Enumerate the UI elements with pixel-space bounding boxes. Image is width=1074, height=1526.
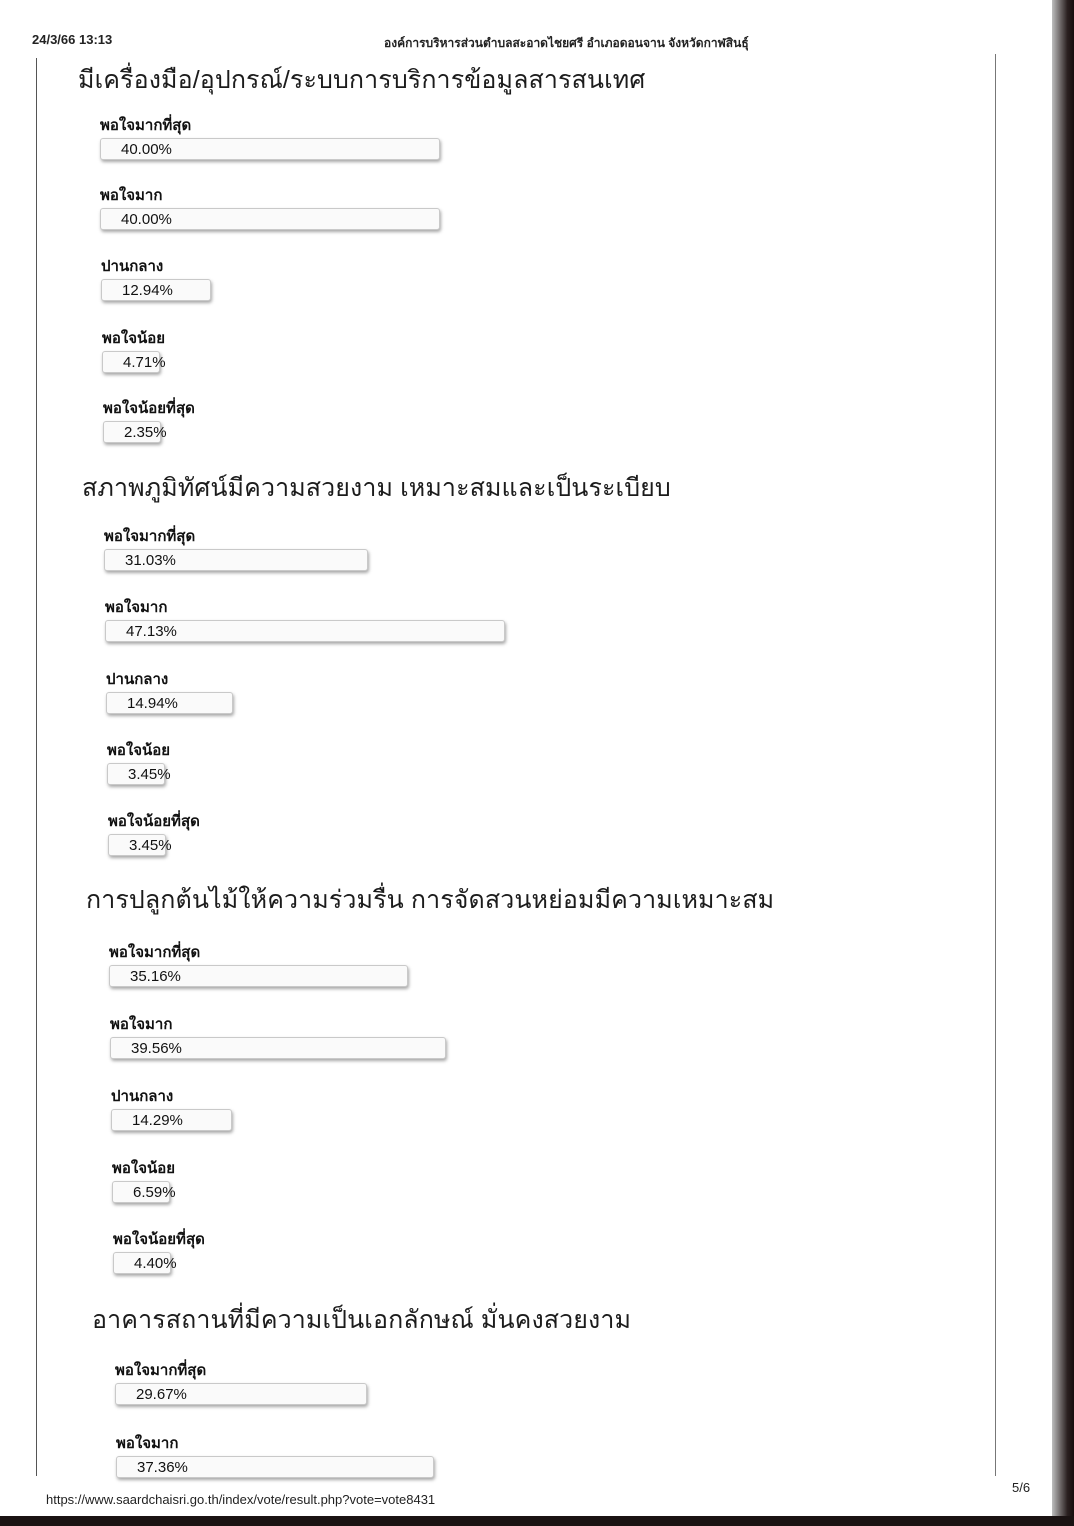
vote-option	[116, 1433, 516, 1478]
vote-option	[107, 740, 507, 785]
percent-value: 14.94%	[127, 695, 178, 712]
vote-option	[105, 597, 505, 642]
result-bar	[105, 620, 505, 642]
result-bar	[106, 692, 233, 714]
option-label: พอใจมาก	[100, 187, 163, 204]
option-label: พอใจมากที่สุด	[100, 117, 192, 134]
vote-option	[109, 942, 509, 987]
percent-value: 40.00%	[121, 141, 172, 158]
percent-value: 3.45%	[128, 766, 171, 783]
option-label: พอใจน้อย	[112, 1160, 176, 1177]
bottom-edge-shadow	[0, 1516, 1074, 1526]
result-bar	[109, 965, 408, 987]
page-url: https://www.saardchaisri.go.th/index/vote/result.php?vote=vote8431	[46, 1492, 436, 1507]
vote-option	[100, 185, 500, 230]
question-title: อาคารสถานที่มีความเป็นเอกลักษณ์ มั่นคงสวยงาม	[92, 1306, 632, 1334]
content-border-left	[36, 58, 37, 1476]
vote-option	[102, 328, 502, 373]
result-bar	[113, 1252, 177, 1274]
option-label: พอใจน้อยที่สุด	[108, 813, 200, 830]
content-border-right	[995, 54, 996, 1476]
vote-question-2	[82, 468, 671, 508]
vote-option	[111, 1086, 511, 1131]
option-label: ปานกลาง	[101, 258, 164, 275]
result-bar	[100, 208, 440, 230]
result-bar	[108, 834, 172, 856]
vote-option	[108, 811, 508, 856]
percent-value: 40.00%	[121, 211, 172, 228]
option-label: พอใจมากที่สุด	[115, 1362, 207, 1379]
vote-option	[113, 1229, 513, 1274]
percent-value: 12.94%	[122, 282, 173, 299]
vote-question-3	[86, 880, 774, 920]
percent-value: 37.36%	[137, 1459, 188, 1476]
question-title: มีเครื่องมือ/อุปกรณ์/ระบบการบริการข้อมูลสารสนเทศ	[78, 66, 646, 94]
site-title: องค์การบริหารส่วนตำบลสะอาดไชยศรี อำเภอดอนจาน จังหวัดกาฬสินธุ์	[384, 36, 749, 50]
vote-option	[115, 1360, 515, 1405]
percent-value: 39.56%	[131, 1040, 182, 1057]
option-label: พอใจน้อยที่สุด	[113, 1231, 205, 1248]
result-bar	[101, 279, 211, 301]
percent-value: 14.29%	[132, 1112, 183, 1129]
vote-question-4	[92, 1300, 631, 1340]
result-bar	[102, 351, 166, 373]
result-bar	[103, 421, 167, 443]
vote-option	[104, 526, 504, 571]
vote-option	[101, 256, 501, 301]
result-bar	[100, 138, 440, 160]
option-label: ปานกลาง	[106, 671, 169, 688]
percent-value: 35.16%	[130, 968, 181, 985]
result-bar	[112, 1181, 176, 1203]
result-bar	[110, 1037, 446, 1059]
percent-value: 2.35%	[124, 424, 167, 441]
percent-value: 47.13%	[126, 623, 177, 640]
result-bar	[104, 549, 368, 571]
vote-option	[110, 1014, 510, 1059]
result-bar	[115, 1383, 367, 1405]
page-edge-shadow	[1052, 0, 1074, 1526]
print-datetime: 24/3/66 13:13	[32, 32, 113, 47]
percent-value: 6.59%	[133, 1184, 176, 1201]
option-label: ปานกลาง	[111, 1088, 174, 1105]
result-bar	[107, 763, 171, 785]
option-label: พอใจน้อยที่สุด	[103, 400, 195, 417]
vote-option	[106, 669, 506, 714]
vote-option	[103, 398, 503, 443]
option-label: พอใจมาก	[116, 1435, 179, 1452]
vote-option	[112, 1158, 512, 1203]
option-label: พอใจมาก	[110, 1016, 173, 1033]
option-label: พอใจมากที่สุด	[104, 528, 196, 545]
percent-value: 4.40%	[134, 1255, 177, 1272]
option-label: พอใจน้อย	[107, 742, 171, 759]
option-label: พอใจมาก	[105, 599, 168, 616]
vote-question-1	[78, 60, 645, 100]
question-title: สภาพภูมิทัศน์มีความสวยงาม เหมาะสมและเป็นระเบียบ	[82, 474, 671, 502]
option-label: พอใจน้อย	[102, 330, 166, 347]
vote-option	[100, 115, 500, 160]
option-label: พอใจมากที่สุด	[109, 944, 201, 961]
percent-value: 31.03%	[125, 552, 176, 569]
percent-value: 29.67%	[136, 1386, 187, 1403]
result-bar	[116, 1456, 434, 1478]
percent-value: 3.45%	[129, 837, 172, 854]
percent-value: 4.71%	[123, 354, 166, 371]
question-title: การปลูกต้นไม้ให้ความร่วมรื่น การจัดสวนหย่อมมีความเหมาะสม	[86, 886, 775, 914]
page-number: 5/6	[1012, 1480, 1031, 1495]
result-bar	[111, 1109, 232, 1131]
